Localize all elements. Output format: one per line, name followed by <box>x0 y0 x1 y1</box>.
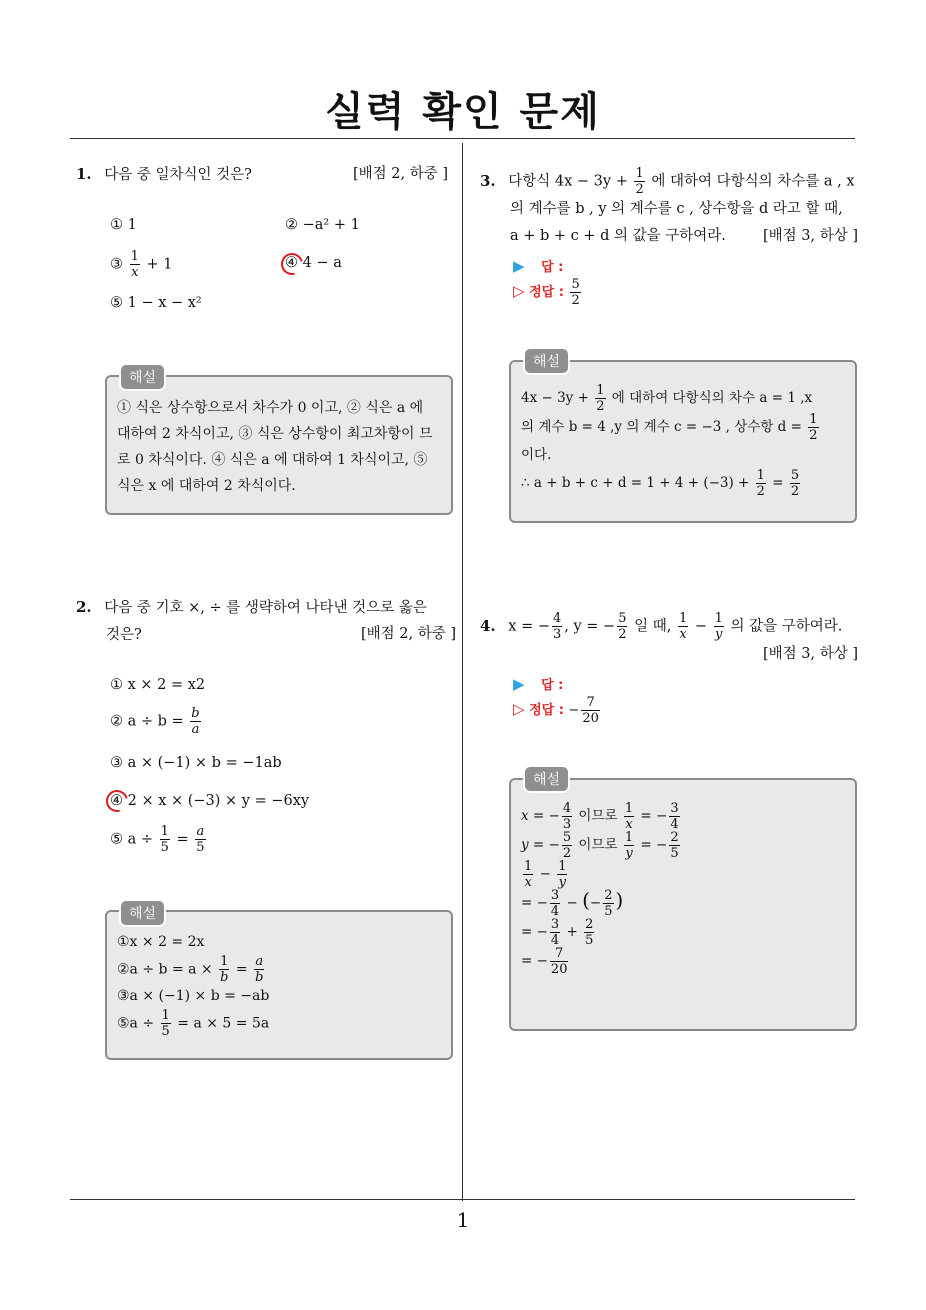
q3-line-1 <box>480 167 858 196</box>
q1-explanation-box <box>105 375 453 515</box>
q1-explanation-text: ① 식은 상수항으로서 차수가 0 이고, ② 식은 a 에 대하여 2 차식이고, ③ 식은 상수항이 최고차항이 므로 0 차식이다. ④ 식은 a 에 대하여 1 차식이고, ⑤ 식은 x 에 대하여 2 차식이다. <box>117 400 433 494</box>
q2-explain-line-3: ③a × (−1) × b = −ab <box>117 988 270 1004</box>
question-2-points: [배점 2, 하중 ] <box>360 626 456 642</box>
q2-option-4 <box>110 793 309 809</box>
play-icon: ▶ <box>513 257 525 275</box>
q4-explain-line-1: x = − $\frac{4}{3}$ 이므로 $\frac{1}{x}$ = − $\frac{3}{4}$ <box>521 801 679 832</box>
play-icon-2: ▶ <box>513 675 525 693</box>
q3-answer-label: 답 : <box>541 260 564 275</box>
q1-option-3: ③ $\frac{1}{x}$ + 1 <box>110 249 173 280</box>
q4-line-1a: x = − <box>508 618 550 635</box>
q3-explain-line-2-text: 의 계수 b = 4 ,y 의 계수 c = −3 , 상수항 d = <box>521 419 802 435</box>
q2-explanation-box <box>105 910 453 1060</box>
q4-line-1b: , y = − <box>564 618 616 635</box>
play-outline-icon-2: ▷ <box>513 700 525 718</box>
q3-explain-line-1 <box>521 384 845 413</box>
bottom-rule <box>70 1199 855 1200</box>
q1-option-4: ④ 4 − a <box>285 255 342 271</box>
question-3 <box>480 167 858 250</box>
q2-option-5: ⑤ a ÷ $\frac{1}{5}$ = $\frac{a}{5}$ <box>110 824 205 855</box>
q2-option-2 <box>110 707 203 736</box>
q4-correct-line <box>513 696 602 725</box>
q3-correct-line <box>513 278 583 307</box>
q2-explain-frac-3: $\frac{1}{5}$ <box>161 1008 170 1039</box>
q2-option-2-label: ② a ÷ b = <box>110 713 184 730</box>
q3-line-2: 의 계수를 b , y 의 계수를 c , 상수항을 d 라고 할 때, <box>510 201 843 217</box>
q2-option-5-fraction-2: $\frac{a}{5}$ <box>196 824 205 855</box>
q4-frac-1-x: $\frac{1}{x}$ <box>678 611 688 642</box>
q4-answer-label: 답 : <box>541 678 564 693</box>
q2-option-5-fraction-1: $\frac{1}{5}$ <box>160 824 169 855</box>
question-4-points: [배점 3, 하상 ] <box>762 646 858 662</box>
q4-correct-value: − $\frac{7}{20}$ <box>568 695 599 726</box>
q4-frac-5-2: $\frac{5}{2}$ <box>618 611 627 642</box>
question-1-points: [배점 2, 하중 ] <box>352 166 448 182</box>
q2-option-5-label: ⑤ a ÷ <box>110 831 154 848</box>
question-4-number: 4. <box>480 616 496 635</box>
q2-option-3: ③ a × (−1) × b = −1ab <box>110 755 282 771</box>
q1-option-3-fraction: $\frac{1}{x}$ <box>130 249 139 280</box>
question-1-number: 1. <box>76 165 92 183</box>
q1-option-5: ⑤ 1 − x − x² <box>110 295 202 311</box>
q3-line-3 <box>510 223 858 250</box>
q3-explain-line-2 <box>521 413 845 442</box>
q3-explain-frac-4: $\frac{5}{2}$ <box>790 468 800 499</box>
q1-explanation-tag: 해설 <box>119 363 166 391</box>
q3-explain-frac-2: $\frac{1}{2}$ <box>809 412 818 443</box>
q1-option-1: ① 1 <box>110 217 137 233</box>
q3-explain-line-1b-text: 에 대하여 다항식의 차수 a = 1 ,x <box>611 390 813 406</box>
q4-explain-line-5: = − $\frac{3}{4}$ + $\frac{2}{5}$ <box>521 917 594 948</box>
play-outline-icon: ▷ <box>513 282 525 300</box>
question-3-number: 3. <box>480 171 496 190</box>
question-1-text: 다음 중 일차식인 것은? <box>104 167 252 183</box>
q2-option-2-fraction: $\frac{b}{a}$ <box>191 706 200 737</box>
q2-explain-line-2: ②a ÷ b = a × $\frac{1}{b}$ = $\frac{a}{b}$ <box>117 954 264 985</box>
q3-line-1-text: 다항식 4x − 3y + <box>508 173 628 190</box>
q3-correct-value: $\frac{5}{2}$ <box>571 277 580 308</box>
q3-explanation-box <box>509 360 857 523</box>
q4-explain-line-4: = − $\frac{3}{4}$ − (− $\frac{2}{5}$ ) <box>521 888 624 919</box>
q2-option-1: ① x × 2 = x2 <box>110 677 206 693</box>
q1-option-2: ② −a² + 1 <box>285 217 360 233</box>
q4-line-1: 4. x = − $\frac{4}{3}$ , y = − $\frac{5}{2}$ 일 때, $\frac{1}{x}$ − $\frac{1}{y}$ 의 값을 구하여라. <box>480 611 843 642</box>
column-divider <box>462 143 463 1201</box>
q4-answer-line <box>513 674 563 693</box>
question-4 <box>480 612 858 668</box>
q3-explain-frac-1: $\frac{1}{2}$ <box>596 383 605 414</box>
question-2-text-1: 다음 중 기호 ×, ÷ 를 생략하여 나타낸 것으로 옳은 <box>104 600 427 616</box>
top-rule <box>70 138 855 139</box>
q2-explain-frac-2: $\frac{a}{b}$ <box>255 954 264 985</box>
q4-explanation-tag: 해설 <box>523 765 570 793</box>
q2-explain-line-4: ⑤a ÷ $\frac{1}{5}$ = a × 5 = 5a <box>117 1008 270 1039</box>
q4-line-1d: 의 값을 구하여라. <box>730 618 843 635</box>
question-3-points: [배점 3, 하상 ] <box>762 228 858 244</box>
q4-frac-4-3: $\frac{4}{3}$ <box>552 611 562 642</box>
q2-option-4-text: 2 × x × (−3) × y = −6xy <box>127 793 310 809</box>
q2-option-4-marker: ④ <box>110 793 123 809</box>
q3-answer-line <box>513 256 563 275</box>
question-2-number: 2. <box>76 598 92 616</box>
q3-frac-half: $\frac{1}{2}$ <box>635 166 644 197</box>
q3-line-1b-text: 에 대하여 다항식의 차수를 a , x <box>651 173 855 190</box>
q1-option-3-label: ③ <box>110 256 123 273</box>
q4-correct-label: 정답 : <box>529 703 564 718</box>
q3-line-3-text: a + b + c + d 의 값을 구하여라. <box>510 228 726 244</box>
q3-explain-line-4: ∴ a + b + c + d = 1 + 4 + (−3) + $\frac{1}{2}$ = $\frac{5}{2}$ <box>521 468 800 499</box>
q3-correct-label: 정답 : <box>529 285 564 300</box>
q3-explain-line-1-text: 4x − 3y + <box>521 390 589 406</box>
q4-explain-line-6: = − $\frac{7}{20}$ <box>521 946 568 977</box>
q3-explanation-tag: 해설 <box>523 347 570 375</box>
q2-explain-line-2-text: ②a ÷ b = a × <box>117 961 213 978</box>
page-title: 실력 확인 문제 <box>325 89 601 135</box>
q3-explain-frac-3: $\frac{1}{2}$ <box>756 468 765 499</box>
q2-explain-line-4-text: ⑤a ÷ <box>117 1015 155 1032</box>
q4-line-1c: 일 때, <box>634 618 672 635</box>
q4-frac-1-y: $\frac{1}{y}$ <box>714 611 723 642</box>
q3-explain-line-3: 이다. <box>521 447 552 463</box>
q4-explain-line-3: $\frac{1}{x}$ − $\frac{1}{y}$ <box>524 859 567 890</box>
q2-explain-line-1: ①x × 2 = 2x <box>117 934 205 950</box>
q4-explanation-box <box>509 778 857 1031</box>
q2-explanation-tag: 해설 <box>119 899 166 927</box>
q2-explain-frac-1: $\frac{1}{b}$ <box>220 954 229 985</box>
q4-explain-line-2: y = − $\frac{5}{2}$ 이므로 $\frac{1}{y}$ = − $\frac{2}{5}$ <box>521 830 679 861</box>
q3-explain-line-4-text: ∴ a + b + c + d = 1 + 4 + (−3) + <box>521 475 750 491</box>
question-2-text-2: 것은? <box>106 627 142 643</box>
question-2 <box>76 594 456 649</box>
page-number: 1 <box>456 1208 470 1232</box>
question-1 <box>76 161 448 189</box>
